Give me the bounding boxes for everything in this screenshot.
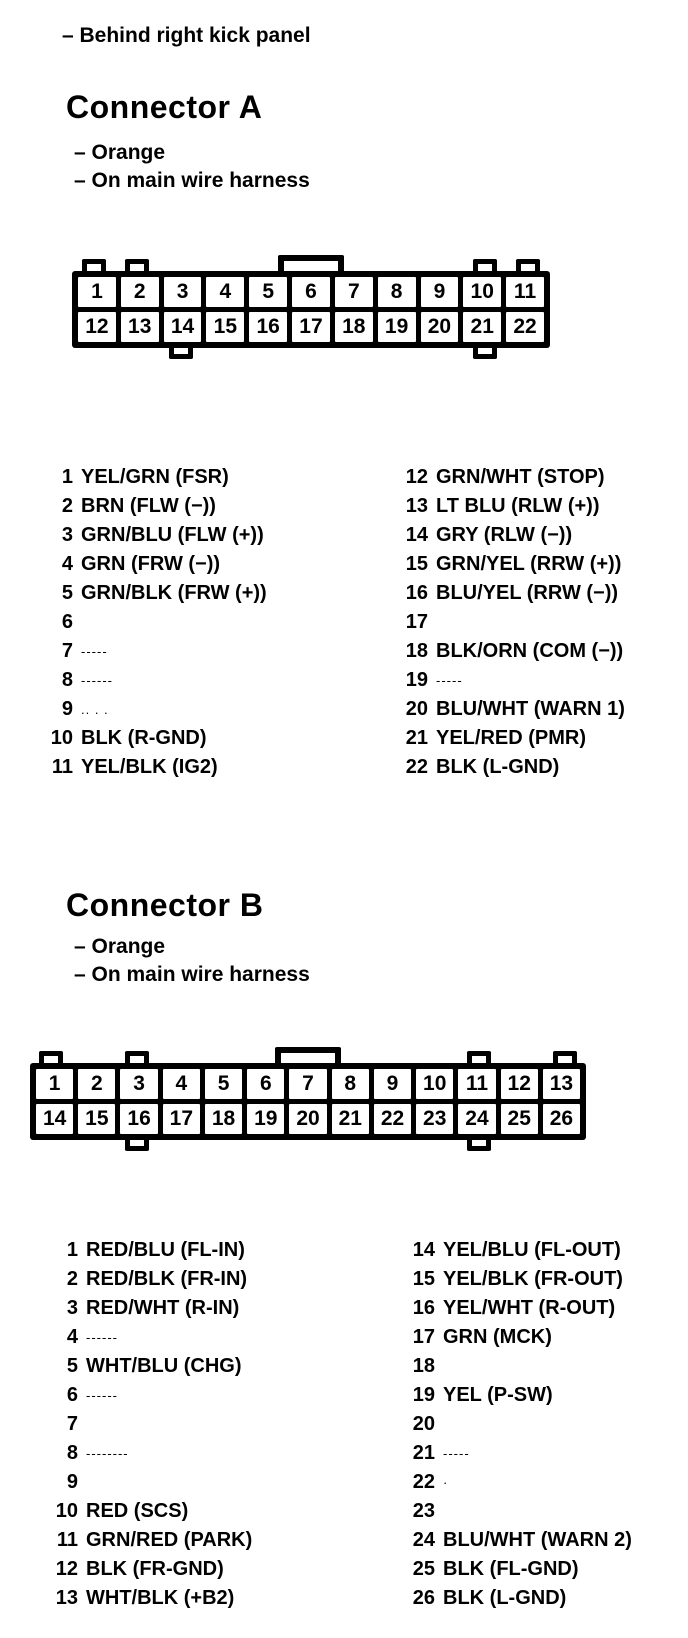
- pin-row: [41, 666, 267, 695]
- connector-pin-cell-9: 9: [421, 277, 459, 307]
- pin-number: 21: [412, 1442, 435, 1464]
- pin-row: [403, 1410, 632, 1439]
- pin-number: 7: [66, 1413, 78, 1435]
- pin-number: 6: [66, 1384, 78, 1406]
- pin-number: 13: [405, 495, 428, 517]
- pin-number: 8: [61, 669, 73, 691]
- pin-number: 4: [66, 1326, 78, 1348]
- pin-number: 23: [412, 1500, 435, 1522]
- pin-number: 10: [50, 727, 73, 749]
- connector-pin-cell-19: 19: [247, 1104, 284, 1134]
- pin-number: 7: [61, 640, 73, 662]
- connector-b-diagram: [30, 1063, 586, 1140]
- connector-pin-cell-20: 20: [421, 312, 459, 342]
- pin-label: BLK (FR-GND): [86, 1558, 224, 1580]
- connector-pin-cell-14: 14: [164, 312, 202, 342]
- connector-pin-cell-10: 10: [416, 1069, 453, 1099]
- pin-row: [41, 521, 267, 550]
- connector-pin-cell-5: 5: [205, 1069, 242, 1099]
- connector-pin-cell-7: 7: [289, 1069, 326, 1099]
- connector-pin-cell-19: 19: [378, 312, 416, 342]
- pin-row: [46, 1265, 252, 1294]
- pin-number: 21: [405, 727, 428, 749]
- pin-row: [403, 1439, 632, 1468]
- pin-row: [41, 637, 267, 666]
- pin-row: [403, 1497, 632, 1526]
- connector-pin-cell-12: 12: [501, 1069, 538, 1099]
- pin-row: [46, 1468, 252, 1497]
- connector-pin-cell-15: 15: [78, 1104, 115, 1134]
- pin-row: [46, 1439, 252, 1468]
- connector-pin-cell-16: 16: [120, 1104, 157, 1134]
- pin-label: YEL/WHT (R-OUT): [443, 1297, 616, 1319]
- pin-row: [46, 1497, 252, 1526]
- pin-label: RED (SCS): [86, 1500, 189, 1522]
- pin-label: BLU/YEL (RRW (−)): [436, 582, 619, 604]
- connector-pin-cell-11: 11: [458, 1069, 495, 1099]
- pin-row: [403, 1294, 632, 1323]
- pin-row: [403, 1323, 632, 1352]
- connector-pin-cell-25: 25: [501, 1104, 538, 1134]
- pin-row: [46, 1294, 252, 1323]
- pin-label: GRY (RLW (−)): [436, 524, 573, 546]
- pin-row: [46, 1526, 252, 1555]
- connector-pin-row: [36, 1104, 580, 1134]
- pin-row: [41, 463, 267, 492]
- pin-row: [403, 1584, 632, 1613]
- pin-number: 19: [412, 1384, 435, 1406]
- connector-pin-cell-6: 6: [292, 277, 330, 307]
- pin-number: 3: [61, 524, 73, 546]
- pin-row: [403, 1381, 632, 1410]
- pin-label: -----: [81, 644, 108, 659]
- connector-pin-cell-7: 7: [335, 277, 373, 307]
- connector-pin-cell-18: 18: [205, 1104, 242, 1134]
- connector-pin-cell-3: 3: [164, 277, 202, 307]
- pin-row: [396, 550, 625, 579]
- pin-number: 12: [55, 1558, 78, 1580]
- connector-pin-cell-4: 4: [163, 1069, 200, 1099]
- pin-row: [403, 1468, 632, 1497]
- pin-label: BLK (L-GND): [443, 1587, 567, 1609]
- pin-number: 16: [412, 1297, 435, 1319]
- connector-pin-cell-1: 1: [78, 277, 116, 307]
- pin-label: --------: [86, 1446, 129, 1461]
- pin-row: [396, 521, 625, 550]
- connector-pin-cell-16: 16: [249, 312, 287, 342]
- pin-number: 16: [405, 582, 428, 604]
- connector-b-pins-left: [46, 1236, 252, 1613]
- connector-pin-cell-3: 3: [120, 1069, 157, 1099]
- pin-number: 13: [55, 1587, 78, 1609]
- pin-number: 1: [61, 466, 73, 488]
- pin-label: WHT/BLU (CHG): [86, 1355, 242, 1377]
- connector-pin-cell-8: 8: [332, 1069, 369, 1099]
- pin-label: BLK (L-GND): [436, 756, 560, 778]
- pin-label: RED/BLU (FL-IN): [86, 1239, 245, 1261]
- connector-pin-cell-11: 11: [506, 277, 544, 307]
- pin-label: GRN (MCK): [443, 1326, 552, 1348]
- pin-number: 19: [405, 669, 428, 691]
- pin-row: [41, 550, 267, 579]
- pin-row: [396, 608, 625, 637]
- pin-label: BLK (FL-GND): [443, 1558, 579, 1580]
- pin-row: [396, 579, 625, 608]
- pin-row: [46, 1236, 252, 1265]
- connector-a-title: Connector A: [66, 89, 263, 125]
- pin-row: [41, 608, 267, 637]
- connector-pin-cell-12: 12: [78, 312, 116, 342]
- connector-pin-cell-15: 15: [206, 312, 244, 342]
- pin-row: [46, 1555, 252, 1584]
- pin-row: [396, 492, 625, 521]
- connector-pin-cell-22: 22: [506, 312, 544, 342]
- pin-label: .. . .: [81, 702, 109, 717]
- pin-row: [396, 637, 625, 666]
- connector-pin-cell-22: 22: [374, 1104, 411, 1134]
- pin-number: 2: [66, 1268, 78, 1290]
- pin-number: 18: [405, 640, 428, 662]
- pin-number: 14: [405, 524, 428, 546]
- pin-label: GRN/BLK (FRW (+)): [81, 582, 267, 604]
- connector-pin-cell-13: 13: [543, 1069, 580, 1099]
- connector-pin-cell-1: 1: [36, 1069, 73, 1099]
- pin-number: 4: [61, 553, 73, 575]
- connector-pin-cell-6: 6: [247, 1069, 284, 1099]
- pin-row: [41, 695, 267, 724]
- pin-row: [403, 1555, 632, 1584]
- pin-number: 12: [405, 466, 428, 488]
- connector-b-title: Connector B: [66, 887, 264, 923]
- pin-number: 5: [61, 582, 73, 604]
- connector-a-diagram: [72, 271, 550, 348]
- pin-row: [46, 1410, 252, 1439]
- connector-pin-cell-10: 10: [463, 277, 501, 307]
- pin-label: GRN/RED (PARK): [86, 1529, 253, 1551]
- connector-b-color-note: – Orange: [74, 935, 166, 958]
- pin-number: 11: [56, 1529, 78, 1551]
- pin-number: 22: [412, 1471, 435, 1493]
- pin-row: [46, 1381, 252, 1410]
- connector-pin-cell-17: 17: [163, 1104, 200, 1134]
- pin-row: [396, 463, 625, 492]
- connector-a-harness-note: – On main wire harness: [74, 169, 310, 192]
- pin-label: BLK/ORN (COM (−)): [436, 640, 624, 662]
- connector-pin-cell-9: 9: [374, 1069, 411, 1099]
- pin-number: 15: [412, 1268, 435, 1290]
- pin-row: [41, 492, 267, 521]
- pin-number: 6: [61, 611, 73, 633]
- connector-pin-cell-21: 21: [463, 312, 501, 342]
- pin-number: 22: [405, 756, 428, 778]
- pin-row: [396, 753, 625, 782]
- connector-pin-cell-17: 17: [292, 312, 330, 342]
- pin-label: GRN (FRW (−)): [81, 553, 221, 575]
- pin-number: 17: [412, 1326, 435, 1348]
- pin-row: [46, 1352, 252, 1381]
- pin-row: [396, 695, 625, 724]
- pin-row: [46, 1323, 252, 1352]
- pin-label: YEL/BLU (FL-OUT): [443, 1239, 621, 1261]
- pin-number: 24: [412, 1529, 435, 1551]
- pin-label: YEL/BLK (IG2): [81, 756, 218, 778]
- pin-label: RED/BLK (FR-IN): [86, 1268, 248, 1290]
- connector-pin-cell-21: 21: [332, 1104, 369, 1134]
- connector-a-pins-right: [396, 463, 625, 782]
- connector-pin-row: [36, 1069, 580, 1099]
- connector-a-pins-left: [41, 463, 267, 782]
- connector-pin-cell-13: 13: [121, 312, 159, 342]
- connector-pin-cell-24: 24: [458, 1104, 495, 1134]
- pin-label: YEL/GRN (FSR): [81, 466, 229, 488]
- pin-number: 8: [66, 1442, 78, 1464]
- pin-number: 9: [66, 1471, 78, 1493]
- pin-label: BLK (R-GND): [81, 727, 207, 749]
- pin-row: [41, 753, 267, 782]
- pin-number: 26: [412, 1587, 435, 1609]
- pin-number: 14: [412, 1239, 435, 1261]
- connector-pin-cell-14: 14: [36, 1104, 73, 1134]
- pin-number: 20: [405, 698, 428, 720]
- connector-pin-cell-8: 8: [378, 277, 416, 307]
- pin-row: [46, 1584, 252, 1613]
- pin-label: YEL (P-SW): [443, 1384, 553, 1406]
- pin-number: 25: [412, 1558, 435, 1580]
- pin-row: [403, 1352, 632, 1381]
- connector-pin-cell-4: 4: [206, 277, 244, 307]
- pin-row: [41, 579, 267, 608]
- connector-pin-cell-18: 18: [335, 312, 373, 342]
- pin-number: 2: [61, 495, 73, 517]
- pin-number: 15: [405, 553, 428, 575]
- connector-pin-row: [78, 312, 544, 342]
- connector-pin-cell-23: 23: [416, 1104, 453, 1134]
- connector-a-color-note: – Orange: [74, 141, 166, 164]
- connector-b-harness-note: – On main wire harness: [74, 963, 310, 986]
- pin-number: 11: [51, 756, 73, 778]
- pin-label: ------: [86, 1388, 118, 1403]
- connector-b-shell: [30, 1063, 586, 1140]
- pin-label: ------: [81, 673, 113, 688]
- connector-pin-cell-20: 20: [289, 1104, 326, 1134]
- pin-label: BRN (FLW (−)): [81, 495, 216, 517]
- pin-row: [403, 1526, 632, 1555]
- pin-label: -----: [436, 673, 463, 688]
- pin-label: GRN/YEL (RRW (+)): [436, 553, 622, 575]
- connector-pin-cell-5: 5: [249, 277, 287, 307]
- pin-number: 17: [405, 611, 428, 633]
- pin-label: LT BLU (RLW (+)): [436, 495, 600, 517]
- pin-row: [403, 1236, 632, 1265]
- pin-number: 1: [66, 1239, 78, 1261]
- pin-label: ·: [443, 1475, 449, 1490]
- connector-a-shell: [72, 271, 550, 348]
- pin-row: [41, 724, 267, 753]
- connector-pin-cell-2: 2: [78, 1069, 115, 1099]
- location-note: – Behind right kick panel: [62, 24, 311, 47]
- connector-b-pins-right: [403, 1236, 632, 1613]
- pin-number: 10: [55, 1500, 78, 1522]
- pin-label: ------: [86, 1330, 118, 1345]
- pin-label: YEL/BLK (FR-OUT): [443, 1268, 623, 1290]
- pin-number: 5: [66, 1355, 78, 1377]
- pin-label: BLU/WHT (WARN 1): [436, 698, 625, 720]
- pin-label: -----: [443, 1446, 470, 1461]
- pin-number: 3: [66, 1297, 78, 1319]
- pin-row: [396, 666, 625, 695]
- pin-number: 18: [412, 1355, 435, 1377]
- pin-number: 20: [412, 1413, 435, 1435]
- pin-row: [403, 1265, 632, 1294]
- pin-label: YEL/RED (PMR): [436, 727, 586, 749]
- connector-pin-cell-26: 26: [543, 1104, 580, 1134]
- pin-label: GRN/BLU (FLW (+)): [81, 524, 264, 546]
- pin-label: WHT/BLK (+B2): [86, 1587, 235, 1609]
- pin-number: 9: [61, 698, 73, 720]
- pin-label: BLU/WHT (WARN 2): [443, 1529, 632, 1551]
- pin-row: [396, 724, 625, 753]
- pin-label: RED/WHT (R-IN): [86, 1297, 240, 1319]
- connector-pin-cell-2: 2: [121, 277, 159, 307]
- pin-label: GRN/WHT (STOP): [436, 466, 605, 488]
- connector-pin-row: [78, 277, 544, 307]
